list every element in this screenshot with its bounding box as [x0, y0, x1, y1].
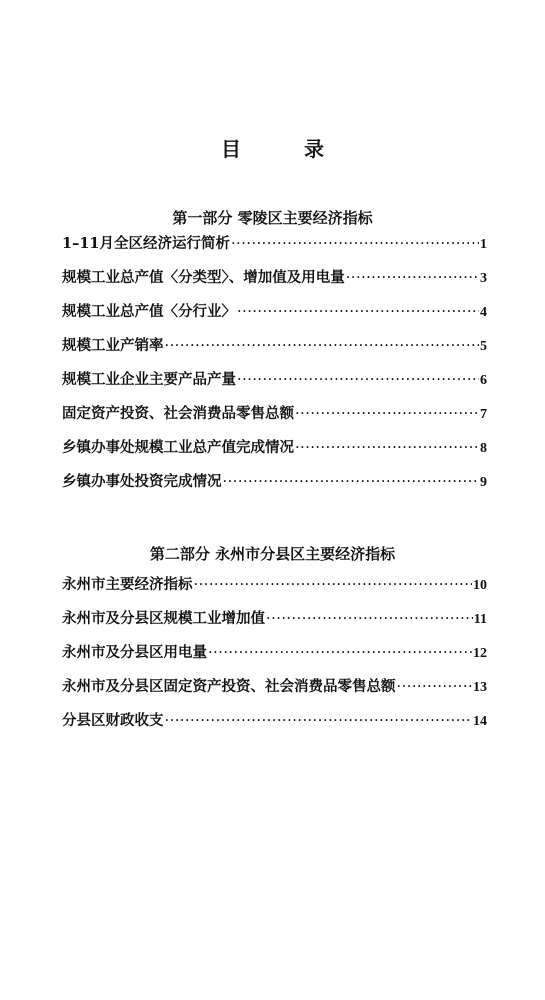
toc-entry-title: 固定资产投资、社会消费品零售总额: [62, 405, 294, 422]
dot-leader: [223, 465, 480, 499]
toc-entry[interactable]: [62, 568, 487, 602]
dot-leader: [194, 568, 473, 602]
toc-entry-title: 永州市及分县区固定资产投资、社会消费品零售总额: [62, 678, 396, 695]
toc-entry[interactable]: [62, 295, 487, 329]
dot-leader: [208, 636, 472, 670]
section-heading-part-1: 第一部分 零陵区主要经济指标: [172, 209, 373, 227]
toc-entry-title: 永州市及分县区用电量: [62, 644, 207, 661]
toc-entry-title: 分县区财政收支: [62, 712, 164, 729]
toc-entry[interactable]: [62, 670, 487, 704]
toc-entry-title: 规模工业总产值〈分行业〉: [62, 303, 236, 320]
toc-entry[interactable]: [62, 465, 487, 499]
toc-entry[interactable]: [62, 261, 487, 295]
toc-entry-page: 5: [480, 339, 487, 354]
dot-leader: [165, 704, 473, 738]
toc-entry-title: 永州市及分县区规模工业增加值: [62, 610, 265, 627]
toc-entry[interactable]: [62, 704, 487, 738]
toc-entry[interactable]: [62, 363, 487, 397]
toc-entry-title: 乡镇办事处投资完成情况: [62, 473, 222, 490]
toc-entry[interactable]: [62, 227, 487, 261]
toc-entry[interactable]: [62, 602, 487, 636]
toc-entry-page: 14: [473, 714, 487, 729]
toc-entry-page: 4: [480, 305, 487, 320]
dot-leader: [266, 602, 473, 636]
dot-leader: [237, 295, 479, 329]
toc-entry[interactable]: [62, 636, 487, 670]
toc-entry-title: 规模工业企业主要产品产量: [62, 371, 236, 388]
dot-leader: [231, 227, 479, 261]
toc-entry-page: 9: [480, 475, 487, 490]
dot-leader: [295, 431, 479, 465]
toc-entry-page: 7: [480, 407, 487, 422]
toc-list-part-1: [62, 227, 487, 499]
toc-entry[interactable]: [62, 329, 487, 363]
dot-leader: [165, 329, 480, 363]
toc-entry-page: 1: [480, 237, 487, 252]
dot-leader: [397, 670, 473, 704]
toc-list-part-2: [62, 568, 487, 738]
toc-entry-page: 12: [473, 646, 487, 661]
toc-entry-page: 13: [473, 680, 487, 695]
toc-entry-page: 3: [480, 271, 487, 286]
dot-leader: [346, 261, 479, 295]
page-title: 目 录: [221, 137, 352, 161]
toc-entry-title: 乡镇办事处规模工业总产值完成情况: [62, 439, 294, 456]
toc-entry-page: 10: [473, 578, 487, 593]
toc-entry-page: 6: [480, 373, 487, 388]
toc-entry[interactable]: [62, 431, 487, 465]
toc-entry-page: 11: [473, 612, 487, 627]
toc-entry[interactable]: [62, 397, 487, 431]
toc-entry-title: 规模工业总产值〈分类型〉、增加值及用电量: [62, 269, 345, 286]
section-heading-part-2: 第二部分 永州市分县区主要经济指标: [149, 545, 396, 563]
toc-entry-page: 8: [480, 441, 487, 456]
toc-entry-title: 规模工业产销率: [62, 337, 164, 354]
dot-leader: [295, 397, 479, 431]
toc-entry-title: 永州市主要经济指标: [62, 576, 193, 593]
toc-entry-title: 1–11月全区经济运行简析: [62, 235, 231, 252]
dot-leader: [237, 363, 479, 397]
